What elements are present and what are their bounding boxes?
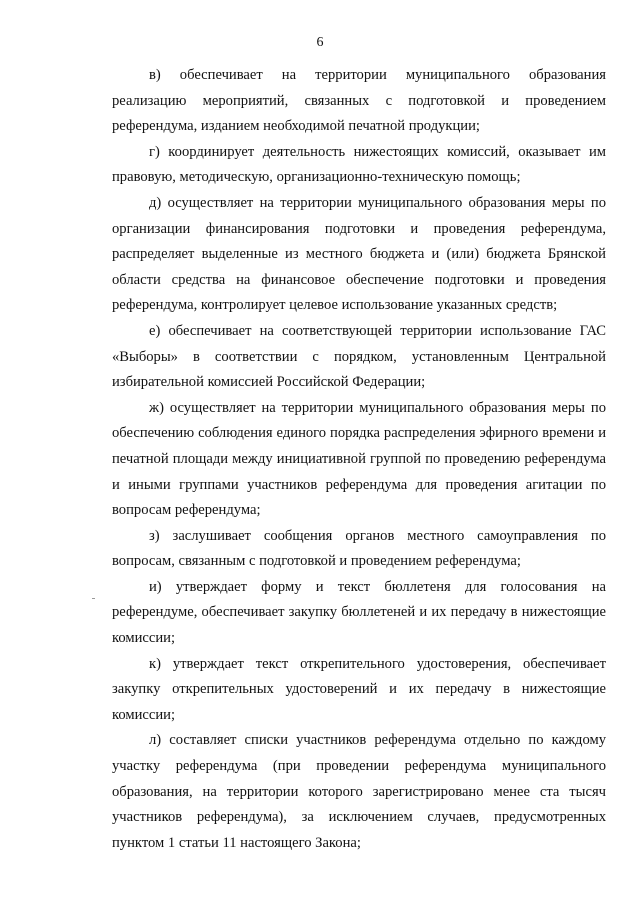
paragraph-d: д) осуществляет на территории муниципального образования меры по организации финансирования подготовки и проведения референдума, распределяет выделенные из местного бюджета и (или) бюджета Брянской области средства на финансовое обеспечение подготовки и проведения референдума, контролирует целевое использование указанных средств; bbox=[112, 194, 606, 314]
paragraph-k: к) утверждает текст открепительного удостоверения, обеспечивает закупку открепительных удостоверений и их передачу в нижестоящие комиссии; bbox=[112, 655, 606, 723]
paragraph-l: л) составляет списки участников референдума отдельно по каждому участку референдума (при проведении референдума муниципального образования, на территории которого зарегистрировано менее ста тысяч участников референдума), за исключением случаев, предусмотренных пунктом 1 статьи 11 настоящего Закона; bbox=[112, 732, 606, 851]
paragraph-zh: ж) осуществляет на территории муниципального образования меры по обеспечению соблюдения единого порядка распределения эфирного времени и печатной площади между инициативной группой по проведению референдума и иными группами участников референдума для проведения агитации по вопросам референдума; bbox=[112, 399, 606, 519]
paragraph-i: и) утверждает форму и текст бюллетеня для голосования на референдуме, обеспечивает закупку бюллетеней и их передачу в нижестоящие комиссии; bbox=[112, 578, 606, 647]
scan-mark bbox=[92, 598, 95, 599]
page-number: 6 bbox=[316, 35, 324, 50]
paragraph-e: е) обеспечивает на соответствующей территории использование ГАС «Выборы» в соответствии с порядком, установленным Центральной избирательной комиссией Российской Федерации; bbox=[112, 322, 606, 391]
paragraph-g: г) координирует деятельность нижестоящих комиссий, оказывает им правовую, методическую, организационно-техническую помощь; bbox=[112, 143, 606, 186]
document-body bbox=[112, 63, 606, 856]
paragraph-v: в) обеспечивает на территории муниципального образования реализацию мероприятий, связанных с подготовкой и проведением референдума, изданием необходимой печатной продукции; bbox=[112, 67, 606, 135]
paragraph-z: з) заслушивает сообщения органов местного самоуправления по вопросам, связанным с подготовкой и проведением референдума; bbox=[112, 527, 606, 570]
